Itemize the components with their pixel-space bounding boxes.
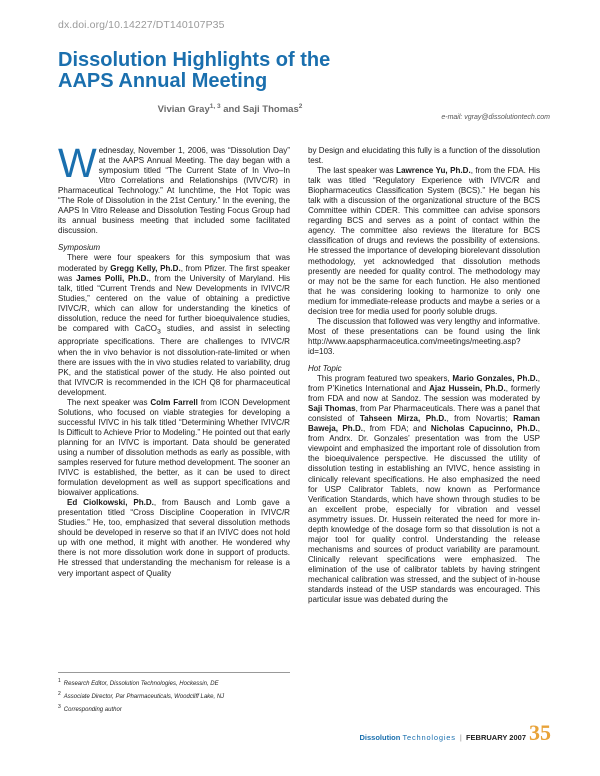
intro-text: ednesday, November 1, 2006, was “Dissolution Day” at the AAPS Annual Meeting. The day began with a symposium titled “The Current State of In Vivo–In Vitro Correlations and Relationships (IVIVC/R) in Pharmaceutical Technology.” At lunchtime, the Hot Topic was “The Role of Dissolution in the 21st Century.” In the evening, the AAPS In Vitro Release and Dissolution Testing Focus Group had its annual business meeting that included some facilitated discussion. [58, 146, 290, 236]
footnote-text: Corresponding author [63, 707, 122, 714]
section-heading-hot-topic: Hot Topic [308, 363, 342, 373]
paragraph-hot-topic [308, 374, 540, 605]
text-run: , from Par Pharmaceuticals. There was a panel that consisted of [308, 404, 540, 424]
footnote-marker: 3 [58, 704, 61, 711]
text-run: studies, and assist in selecting appropriate specifications. There are challenges to IVIVC/R when the in vivo behavior is not dissolution-rate-limited or when there are issues with the in vivo studies related to variability, drug PK, and the statistical power of the study. He also pointed out that IVIVC/R is recommended in the ICH Q8 for pharmaceutical development. [58, 323, 291, 397]
speaker-name: Gregg Kelly, Ph.D. [110, 263, 181, 273]
footnote-text: Research Editor, Dissolution Technologies, Hockessin, DE [63, 681, 219, 687]
paragraph-ciolkowski [58, 498, 290, 578]
text-run: , from Novartis; [446, 414, 514, 424]
footer-separator: | [459, 733, 462, 742]
journal-footer [360, 733, 527, 742]
footnote-1 [58, 676, 290, 689]
text-run: , from Andrx. Dr. Gonzales’ presentation was from the USP viewpoint and emphasized the important role of dissolution from the bioequivalence perspective. He discussed the utility of dissolution testing in establishing an IVIVC, hence assisting in clinically relevant specifications. He also emphasized the need for USP Calibrator Tablets, now known as Performance Verification Standards, which have shown through studies to be an excellent probe, especially for vibration and vessel asymmetry issues. Dr. Hussein reiterated the need for more in-depth knowledge of the dosage form so that dissolution is not a major tool for quality control. Understanding the release mechanisms and sources of product variability are paramount. Clinically relevant specifications were emphasized. The elimination of the use of calibrator tablets by having stringent mechanical calibration was stressed, and the subject of in-house standards instead of the USP standards was encouraged. This particular issue was debated during the [308, 424, 540, 605]
footnote-3 [58, 702, 290, 715]
author-line [0, 103, 460, 115]
doi-text: dx.doi.org/10.14227/DT140107P35 [58, 19, 225, 31]
text-run: , formerly from FDA and now at Sandoz. The session was moderated by [308, 384, 540, 404]
title-line-1: Dissolution Highlights of the [58, 49, 331, 71]
speaker-name: Tahseen Mirza, Ph.D. [359, 414, 447, 424]
speaker-name: Nicholas Capucinno, Ph.D. [430, 424, 538, 434]
speaker-name: Raman Baweja, Ph.D. [308, 414, 540, 434]
footnotes [58, 676, 290, 716]
paragraph-continued: by Design and elucidating this fully is a function of the dissolution test. [308, 146, 540, 166]
paragraph-polli [58, 253, 290, 397]
speaker-name: Saji Thomas [308, 404, 356, 414]
author-2-affiliation: 2 [298, 103, 303, 110]
speaker-name: James Polli, Ph.D. [76, 273, 149, 283]
author-1-affiliation: 1, 3 [209, 103, 221, 110]
subscript: 3 [157, 328, 161, 336]
intro-paragraph [58, 140, 290, 236]
paragraph-discussion: The discussion that followed was very lengthy and informative. Most of these presentations can be found using the link http://www.aapspharmaceutica.com/meetings/meeting.asp?id=103. [308, 316, 540, 356]
paragraph-yu [308, 166, 540, 317]
text-run: , from P’Kinetics International and [308, 374, 540, 394]
author-conjunction: and [220, 104, 243, 116]
text-run: , from the University of Maryland. His talk, titled “Current Trends and New Developments in IVIVC/R Studies,” centered on the value of obtaining a predictive IVIVC/R, which can allow for understanding the kinetics of dissolution, reduce the need for further bioequivalence studies, be compared with CaCO [58, 273, 290, 333]
page-number: 35 [529, 720, 551, 745]
issue-date: FEBRUARY 2007 [465, 733, 526, 742]
text-run: There were four speakers for this symposium that was moderated by [58, 253, 290, 273]
right-column [308, 146, 540, 605]
journal-name-part-2: Technologies [402, 733, 456, 742]
text-run: , from the FDA. His talk was titled “Regulatory Experience with IVIVC/R and Biopharmaceutics Classification System (BCS).” He began his talk with a discussion of the organizational structure of the BCS Committee within CDER. This committee can advise sponsors regarding BCS and serves as a point of contact within the agency. The committee also reviews the literature for BCS classification of drugs and reviews the possibility of extensions. He stressed the importance of developing biorelevant dissolution methodology, yet acknowledged that dissolution methods presently are needed for quality control. The methodology may or may not be the same for each function. He also mentioned that he was considering looking to harmonize to only one medium for immediate-release products and maybe a series or a decision tree for media used for poorly soluble drugs. [308, 166, 540, 316]
text-run: , from FDA; and [363, 424, 431, 434]
text-run: from ICON Development Solutions, who focused on viable strategies for developing a successful IVIVC in his talk titled “Determining Whether IVIVC/R Is Difficult to Achieve Prior to Modeling.” He pointed out that early planning for an IVIVC is important. Data should be generated using a number of dissolution methods as early as possible, with samples reserved for future method development. The sooner an IVIVC is established, the better, as it can be used to direct formulation development as well as support specifications and biowaiver applications. [58, 397, 290, 498]
section-heading-symposium: Symposium [58, 243, 101, 253]
text-run: This program featured two speakers, [317, 374, 453, 384]
drop-cap: W [58, 140, 97, 186]
speaker-name: Mario Gonzales, Ph.D. [452, 374, 538, 384]
title-line-2: AAPS Annual Meeting [58, 70, 268, 92]
footnote-marker: 1 [58, 678, 61, 684]
speaker-name: Lawrence Yu, Ph.D. [396, 166, 471, 176]
speaker-name: Colm Farrell [150, 397, 198, 407]
speaker-name: Ajaz Hussein, Ph.D. [429, 384, 506, 394]
author-1: Vivian Gray [157, 104, 210, 116]
left-column [58, 140, 291, 579]
text-run: , from Pfizer. The first speaker was [58, 263, 290, 283]
footnote-text: Associate Director, Par Pharmaceuticals, Woodcliff Lake, NJ [63, 694, 225, 701]
author-2: Saji Thomas [242, 104, 299, 116]
footnote-2 [58, 689, 290, 702]
text-run: The next speaker was [67, 397, 151, 407]
footnote-marker: 2 [58, 691, 61, 698]
contact-email: e-mail: vgray@dissolutiontech.com [441, 114, 550, 121]
speaker-name: Ed Ciolkowski, Ph.D. [67, 498, 154, 508]
text-run: , from Bausch and Lomb gave a presentation titled “Cross Discipline Cooperation in IVIVC/R Studies.” He, too, emphasized that several dissolution methods should be developed in reserve so that if an IVIVC does not hold up with one method, it might with another. He wondered why there is not more dissolution work done in support of products. He stressed that understanding the mechanism for release is a very important aspect of Quality [58, 498, 290, 578]
footnote-divider [58, 672, 290, 673]
paragraph-farrell [58, 398, 290, 498]
text-run: The last speaker was [317, 166, 397, 176]
journal-name-part-1: Dissolution [359, 733, 401, 742]
article-title [58, 50, 558, 92]
